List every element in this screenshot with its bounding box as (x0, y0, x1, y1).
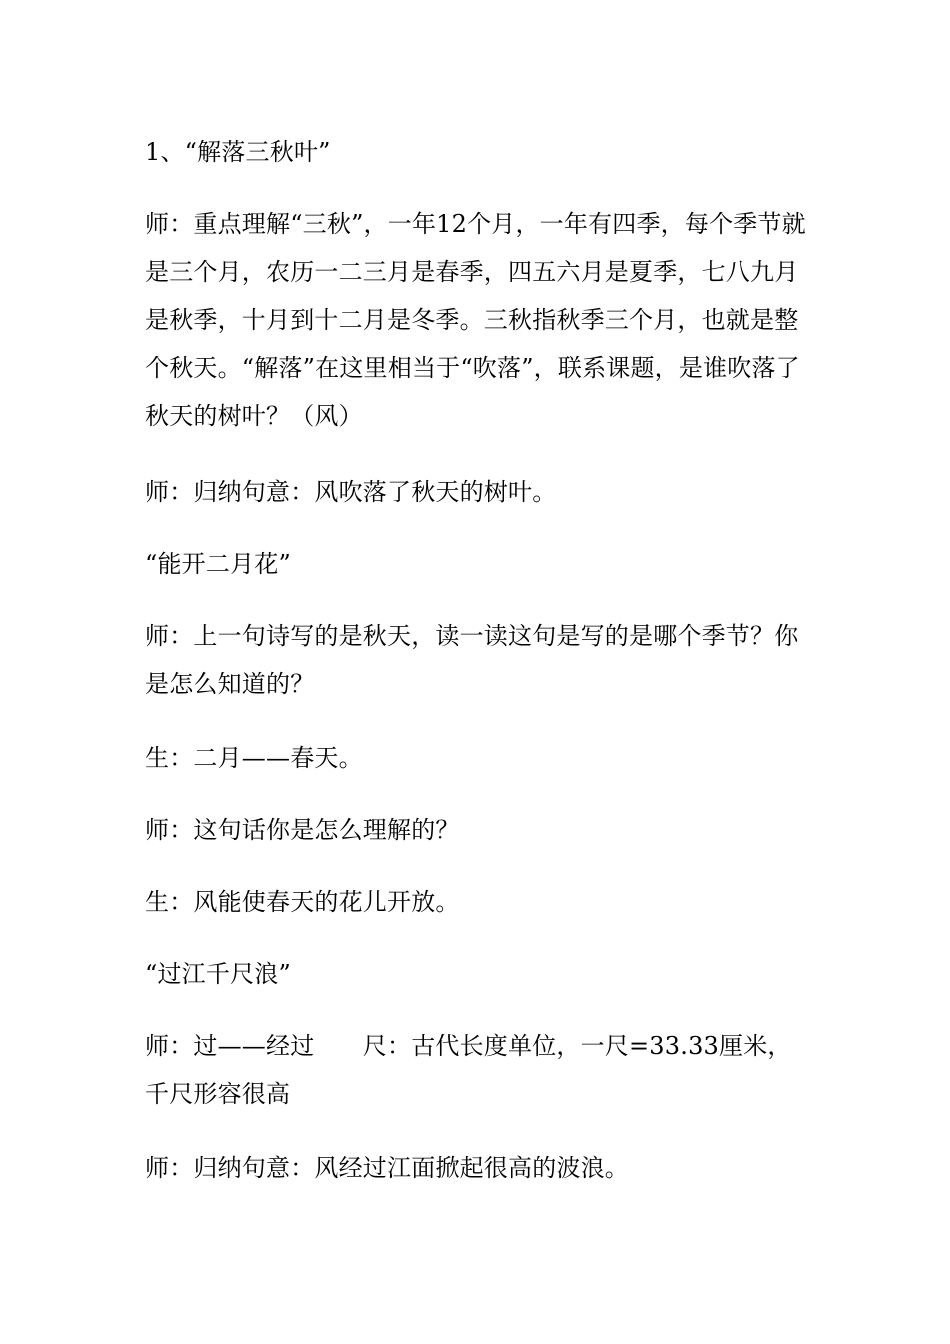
student-answer-flowers: 生：风能使春天的花儿开放。 (145, 888, 460, 916)
section-heading-line1: 1、“解落三秋叶” (145, 138, 331, 166)
teacher-summary-line3: 师：归纳句意：风经过江面掀起很高的波浪。 (145, 1154, 629, 1182)
teacher-question-understand: 师：这句话你是怎么理解的？ (145, 816, 460, 844)
teacher-question-season: 师：上一句诗写的是秋天，读一读这句是写的是哪个季节？你是怎么知道的？ (145, 622, 799, 698)
teacher-explain-chi: 师：过——经过 尺：古代长度单位，一尺=33.33厘米，千尺形容很高 (145, 1032, 792, 1108)
teacher-summary-line1: 师：归纳句意：风吹落了秋天的树叶。 (145, 478, 557, 506)
poem-line-heading-2: “能开二月花” (145, 550, 291, 578)
poem-line-heading-3: “过江千尺浪” (145, 960, 291, 988)
student-answer-spring: 生：二月——春天。 (145, 744, 363, 772)
teacher-paragraph-three-autumns: 师：重点理解“三秋”，一年12个月，一年有四季，每个季节就是三个月，农历一二三月是春季，四五六月是夏季，七八九月是秋季，十月到十二月是冬季。三秋指秋季三个月，也就是整个秋天。“解落”在这里相当于“吹落”，联系课题，是谁吹落了秋天的树叶？（风） (145, 210, 806, 430)
